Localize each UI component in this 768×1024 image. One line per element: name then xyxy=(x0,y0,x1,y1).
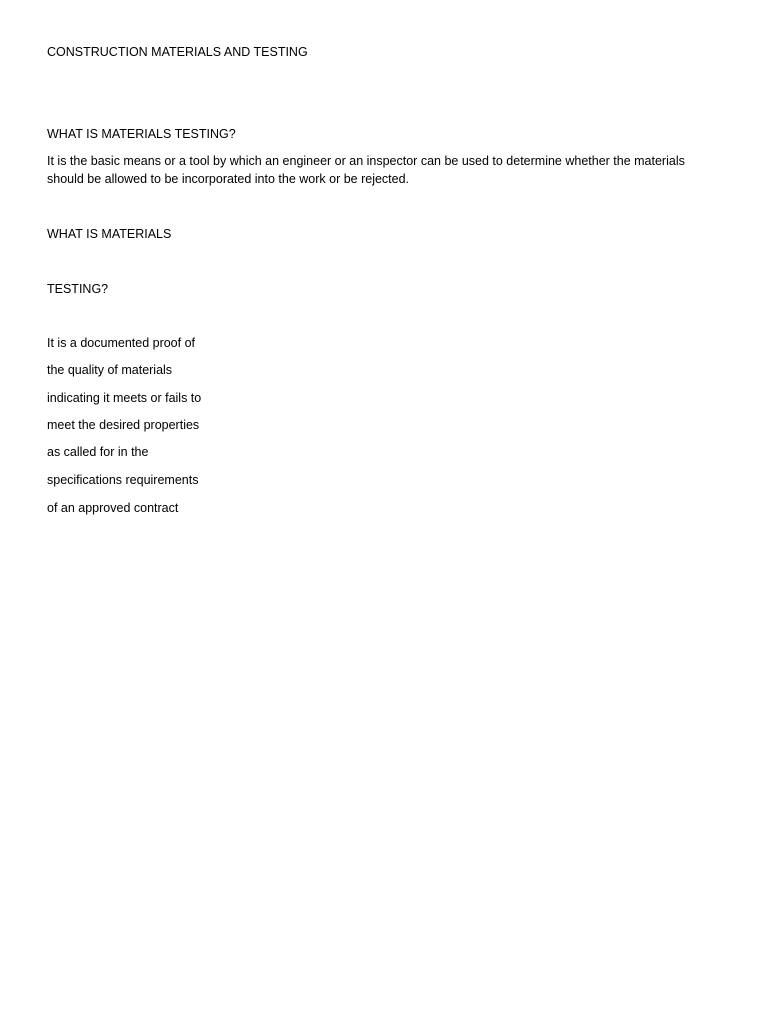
heading-what-is-materials-testing: WHAT IS MATERIALS TESTING? xyxy=(47,127,236,141)
heading-what-is-materials-line-2: TESTING? xyxy=(47,282,109,296)
paragraph-line: the quality of materials xyxy=(47,363,173,377)
paragraph-line: specifications requirements xyxy=(47,473,199,487)
paragraph-line: indicating it meets or fails to xyxy=(47,391,202,405)
paragraph-line: of an approved contract xyxy=(47,501,179,515)
paragraph-line: as called for in the xyxy=(47,445,149,459)
paragraph-line: It is a documented proof of xyxy=(47,336,196,350)
paragraph-definition: It is the basic means or a tool by which an engineer or an inspector can be used to determine whether the materials should be allowed to be incorporated into the work or be rejected. xyxy=(47,154,685,186)
document-title: CONSTRUCTION MATERIALS AND TESTING xyxy=(47,45,308,59)
heading-what-is-materials-line-1: WHAT IS MATERIALS xyxy=(47,227,172,241)
paragraph-line: meet the desired properties xyxy=(47,418,200,432)
